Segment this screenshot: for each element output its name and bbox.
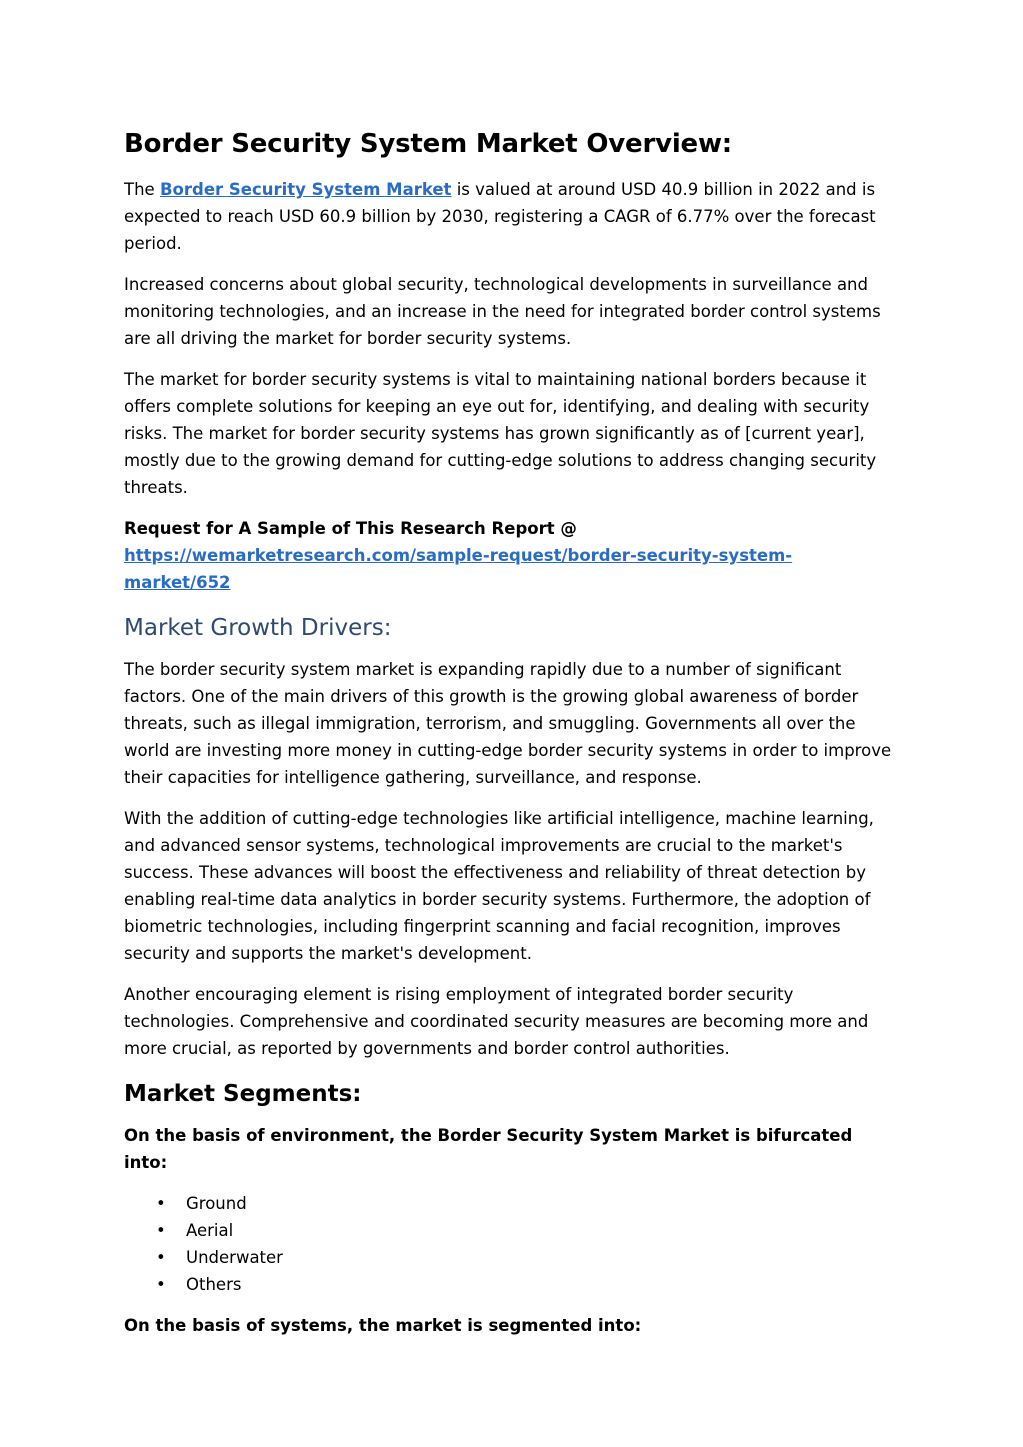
environment-heading: On the basis of environment, the Border Security System Market is bifurcated into: — [124, 1126, 853, 1172]
overview-heading: Border Security System Market Overview: — [124, 129, 732, 159]
list-item-label: Aerial — [186, 1221, 234, 1240]
list-item-label: Others — [186, 1275, 242, 1294]
list-item — [156, 1271, 896, 1298]
growth-paragraph-2: With the addition of cutting-edge technologies like artificial intelligence, machine learning, and advanced sensor systems, technological improvements are crucial to the market's success. These advances will boost the effectiveness and reliability of threat detection by enabling real-time data analytics in border security systems. Furthermore, the adoption of biometric technologies, including fingerprint scanning and facial recognition, improves security and supports the market's development. — [124, 809, 874, 963]
overview-p1-pre: The — [124, 180, 155, 199]
environment-list — [124, 1190, 896, 1298]
sample-request-label: Request for A Sample of This Research Report @ — [124, 519, 577, 538]
growth-paragraph-1: The border security system market is expanding rapidly due to a number of significant factors. One of the main drivers of this growth is the growing global awareness of border threats, such as illegal immigration, terrorism, and smuggling. Governments all over the world are investing more money in cutting-edge border security systems in order to improve their capacities for intelligence gathering, surveillance, and response. — [124, 660, 892, 787]
market-name-link[interactable]: Border Security System Market — [159, 180, 452, 199]
bullet-icon: • — [156, 1194, 166, 1213]
overview-p1-post: is valued at around USD 40.9 billion in 2022 and is expected to reach USD 60.9 billion by 2030, registering a CAGR of 6.77% over the forecast period. — [124, 180, 876, 253]
growth-heading: Market Growth Drivers: — [124, 615, 392, 641]
sample-request-link[interactable]: https://wemarketresearch.com/sample-request/border-security-system-market/652 — [124, 546, 793, 592]
overview-paragraph-3: The market for border security systems is vital to maintaining national borders because it offers complete solutions for keeping an eye out for, identifying, and dealing with security risks. The market for border security systems has grown significantly as of [current year], mostly due to the growing demand for cutting-edge solutions to address changing security threats. — [124, 370, 877, 497]
growth-paragraph-3: Another encouraging element is rising employment of integrated border security technologies. Comprehensive and coordinated security measures are becoming more and more crucial, as reported by governments and border control authorities. — [124, 985, 869, 1058]
bullet-icon: • — [156, 1275, 166, 1294]
systems-heading: On the basis of systems, the market is segmented into: — [124, 1316, 642, 1335]
overview-paragraph-1 — [124, 176, 896, 257]
list-item — [156, 1190, 896, 1217]
document-page — [124, 124, 896, 1353]
list-item — [156, 1244, 896, 1271]
list-item-label: Ground — [186, 1194, 247, 1213]
list-item — [156, 1217, 896, 1244]
overview-paragraph-2: Increased concerns about global security, technological developments in surveillance and monitoring technologies, and an increase in the need for integrated border control systems are all driving the market for border security systems. — [124, 275, 881, 348]
bullet-icon: • — [156, 1221, 166, 1240]
sample-request-paragraph — [124, 515, 896, 596]
segments-heading: Market Segments: — [124, 1081, 362, 1107]
bullet-icon: • — [156, 1248, 166, 1267]
list-item-label: Underwater — [186, 1248, 283, 1267]
